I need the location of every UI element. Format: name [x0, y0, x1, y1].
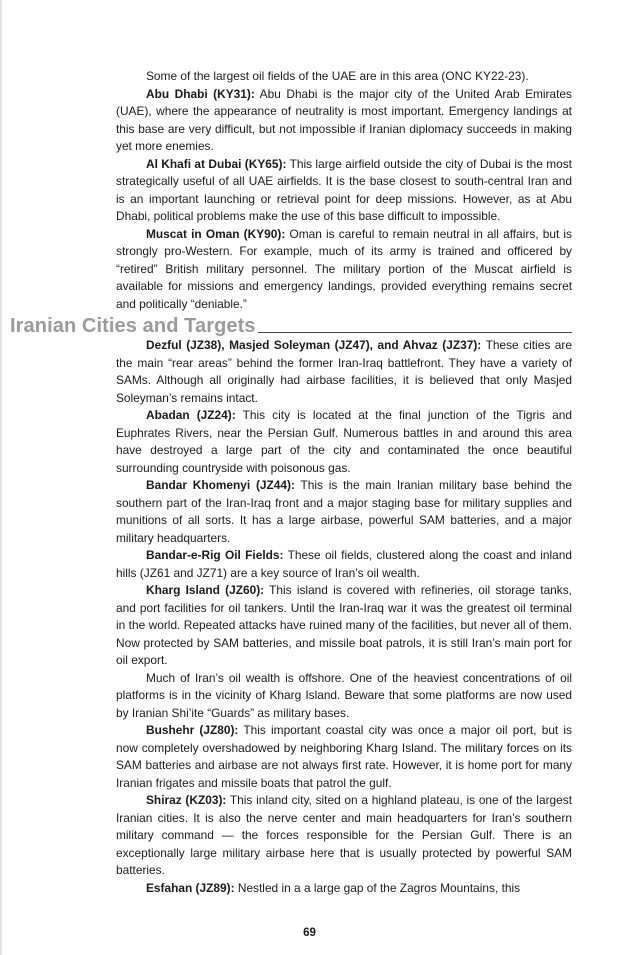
section-heading	[10, 313, 572, 337]
paragraph	[116, 407, 572, 477]
entry-lead: Kharg Island (JZ60):	[146, 583, 265, 597]
paragraph	[116, 337, 572, 407]
paragraph	[116, 547, 572, 582]
paragraph-text: Nestled in a a large gap of the Zagros Mountains, this	[234, 880, 521, 895]
paragraph	[116, 477, 572, 547]
entry-lead: Abadan (JZ24):	[146, 408, 236, 422]
paragraph-text: This city is located at the final junction of the Tigris and Euphrates Rivers, near the Persian Gulf. Numerous battles in and around this area have destroyed a large part of the city and contaminated the once beautiful surrounding countryside with poisonous gas.	[116, 408, 572, 475]
paragraph	[116, 68, 572, 86]
entry-lead: Muscat in Oman (KY90):	[146, 226, 286, 241]
page-edge	[0, 0, 3, 955]
paragraph-text: Oman is careful to remain neutral in all affairs, but is strongly pro-Western. For example, much of its army is trained and officered by “retired” British military personnel. The military portion of the Muscat airfield is available for missions and emergency landings, provided everything remains secret and politically “deniable.”	[116, 226, 572, 311]
entry-lead: Al Khafi at Dubai (KY65):	[146, 156, 287, 171]
entry-lead: Bandar-e-Rig Oil Fields:	[146, 548, 284, 562]
entry-lead: Shiraz (KZ03):	[146, 793, 227, 807]
paragraph	[116, 582, 572, 670]
paragraph-text: Abu Dhabi is the major city of the United Arab Emirates (UAE), where the appearance of neutrality is most important. Emergency landings at this base are very difficult, but not impossible if Iranian diplomacy succeeds in making yet more enemies.	[116, 86, 572, 153]
section-heading-text: Iranian Cities and Targets	[10, 315, 256, 337]
page-number: 69	[303, 927, 316, 939]
entry-lead: Bandar Khomenyi (JZ44):	[146, 478, 295, 492]
paragraph-text: This important coastal city was once a major oil port, but is now completely overshadowed by neighboring Kharg Island. The military forces on its SAM batteries and airbase are not always first rate. However, it is home port for many Iranian frigates and missile boats that patrol the gulf.	[116, 723, 572, 790]
paragraph	[116, 880, 572, 898]
paragraph-text: This island is covered with refineries, oil storage tanks, and port facilities for oil tankers. Until the Iran-Iraq war it was the greatest oil terminal in the world. Repeated attacks have ruined many of the facilities, but never all of them. Now protected by SAM batteries, and missile boat patrols, it is still Iran’s main port for oil export.	[116, 583, 572, 667]
entry-lead: Bushehr (JZ80):	[146, 723, 239, 737]
paragraph	[116, 156, 572, 226]
paragraph	[116, 86, 572, 156]
paragraph	[116, 670, 572, 723]
paragraph-text: These oil fields, clustered along the coast and inland hills (JZ61 and JZ71) are a key source of Iran’s oil wealth.	[116, 548, 572, 580]
paragraph-text: This is the main Iranian military base behind the southern part of the Iran-Iraq front and a major staging base for military supplies and munitions of all sorts. It has a large airbase, powerful SAM batteries, and a major military headquarters.	[116, 478, 572, 545]
paragraph-text: These cities are the main “rear areas” behind the former Iran-Iraq battlefront. They have a variety of SAMs. Although all originally had airbase facilities, it is believed that only Masjed Soleyman’s remains intact.	[116, 338, 572, 405]
paragraph-text: This large airfield outside the city of Dubai is the most strategically useful of all UAE airfields. It is the base closest to south-central Iran and is an important launching or retrieval point for deep missions. However, as at Abu Dhabi, political problems make the use of this base difficult to impossible.	[116, 156, 572, 223]
entry-lead: Dezful (JZ38), Masjed Soleyman (JZ47), and Ahvaz (JZ37):	[146, 338, 482, 352]
paragraph	[116, 722, 572, 792]
paragraph	[116, 792, 572, 880]
paragraph	[116, 226, 572, 314]
entry-lead: Esfahan (JZ89):	[146, 880, 235, 895]
paragraph-text: Some of the largest oil fields of the UAE are in this area (ONC KY22-23).	[146, 69, 529, 83]
paragraph-text: This inland city, sited on a highland plateau, is one of the largest Iranian cities. It is also the nerve center and main headquarters for Iran’s southern military command — the forces responsible for the Persian Gulf. There is an exceptionally large military airbase here that is usually protected by powerful SAM batteries.	[116, 793, 572, 877]
entry-lead: Abu Dhabi (KY31):	[146, 86, 255, 101]
heading-rule	[258, 332, 572, 333]
body-column	[10, 68, 572, 897]
paragraph-text: Much of Iran’s oil wealth is offshore. One of the heaviest concentrations of oil platforms is in the vicinity of Kharg Island. Beware that some platforms are now used by Iranian Shi’ite “Guards” as military bases.	[116, 670, 572, 720]
